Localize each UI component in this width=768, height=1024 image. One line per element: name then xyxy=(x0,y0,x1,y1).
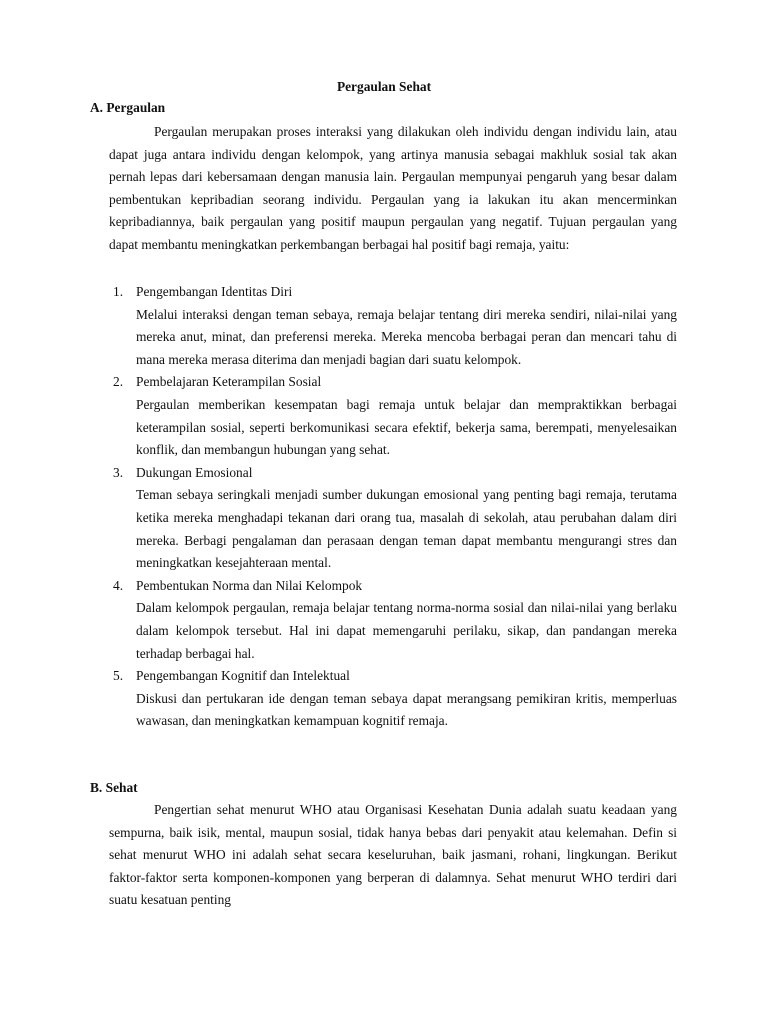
list-item xyxy=(109,665,677,733)
section-b-heading: B. Sehat xyxy=(90,780,138,795)
list-item-number: 3. xyxy=(113,464,124,480)
list-item-title: Pengembangan Kognitif dan Intelektual xyxy=(136,668,350,684)
list-item xyxy=(109,371,677,461)
list-item-body: Pergaulan memberikan kesempatan bagi remaja untuk belajar dan mempraktikkan berbagai keterampilan sosial, seperti berkomunikasi secara efektif, bekerja sama, berempati, menyelesaikan konflik, dan membangun hubungan yang sehat. xyxy=(136,396,677,458)
list-item-number: 2. xyxy=(113,374,124,390)
list-item xyxy=(109,575,677,665)
list-item-number: 5. xyxy=(113,668,124,684)
section-b-intro: Pengertian sehat menurut WHO atau Organisasi Kesehatan Dunia adalah suatu keadaan yang sempurna, baik isik, mental, maupun sosial, tidak hanya bebas dari penyakit atau kelemahan. Defin si sehat menurut WHO ini adalah sehat secara keseluruhan, baik jasmani, rohani, lingkungan. Berikut faktor-faktor serta komponen-komponen yang berperan di dalamnya. Sehat menurut WHO terdiri dari suatu kesatuan penting xyxy=(109,802,677,908)
list-item-title: Dukungan Emosional xyxy=(136,464,253,480)
document-title: Pergaulan Sehat xyxy=(336,79,432,94)
list-item-body: Teman sebaya seringkali menjadi sumber dukungan emosional yang penting bagi remaja, terutama ketika mereka menghadapi tekanan dari orang tua, masalah di sekolah, atau perubahan dalam diri mereka. Berbagi pengalaman dan perasaan dengan teman dapat membantu mengurangi stres dan meningkatkan kesejahteraan mental. xyxy=(136,487,677,571)
goals-list xyxy=(109,281,677,733)
list-item-body: Melalui interaksi dengan teman sebaya, remaja belajar tentang diri mereka sendiri, nilai-nilai yang mereka anut, minat, dan preferensi mereka. Mereka mencoba berbagai peran dan mencari tahu di mana mereka merasa diterima dan menjadi bagian dari suatu kelompok. xyxy=(136,306,677,367)
list-item-body: Dalam kelompok pergaulan, remaja belajar tentang norma-norma sosial dan nilai-nilai yang berlaku dalam kelompok tersebut. Hal ini dapat memengaruhi perilaku, sikap, dan pandangan mereka terhadap berbagai hal. xyxy=(136,600,677,661)
section-a-heading: A. Pergaulan xyxy=(90,100,166,115)
list-item xyxy=(109,462,677,575)
list-item-number: 4. xyxy=(113,577,124,593)
list-item-number: 1. xyxy=(113,284,124,299)
list-item-title: Pembentukan Norma dan Nilai Kelompok xyxy=(136,577,363,593)
section-a-intro: Pergaulan merupakan proses interaksi yang dilakukan oleh individu dengan individu lain, atau dapat juga antara individu dengan kelompok, yang artinya manusia sebagai makhluk sosial tak akan pernah lepas dari kebersamaan dengan manusia lain. Pergaulan mempunyai pengaruh yang besar dalam pembentukan kepribadian seorang individu. Pergaulan yang ia lakukan itu akan mencerminkan kepribadiannya, baik pergaulan yang positif maupun pergaulan yang negatif. Tujuan pergaulan yang dapat membantu meningkatkan perkembangan berbagai hal positif bagi remaja, yaitu: xyxy=(109,124,677,252)
list-item-title: Pengembangan Identitas Diri xyxy=(136,284,293,299)
list-item-body: Diskusi dan pertukaran ide dengan teman sebaya dapat merangsang pemikiran kritis, memperluas wawasan, dan meningkatkan kemampuan kognitif remaja. xyxy=(136,690,677,729)
list-item xyxy=(109,281,677,371)
list-item-title: Pembelajaran Keterampilan Sosial xyxy=(136,374,322,390)
